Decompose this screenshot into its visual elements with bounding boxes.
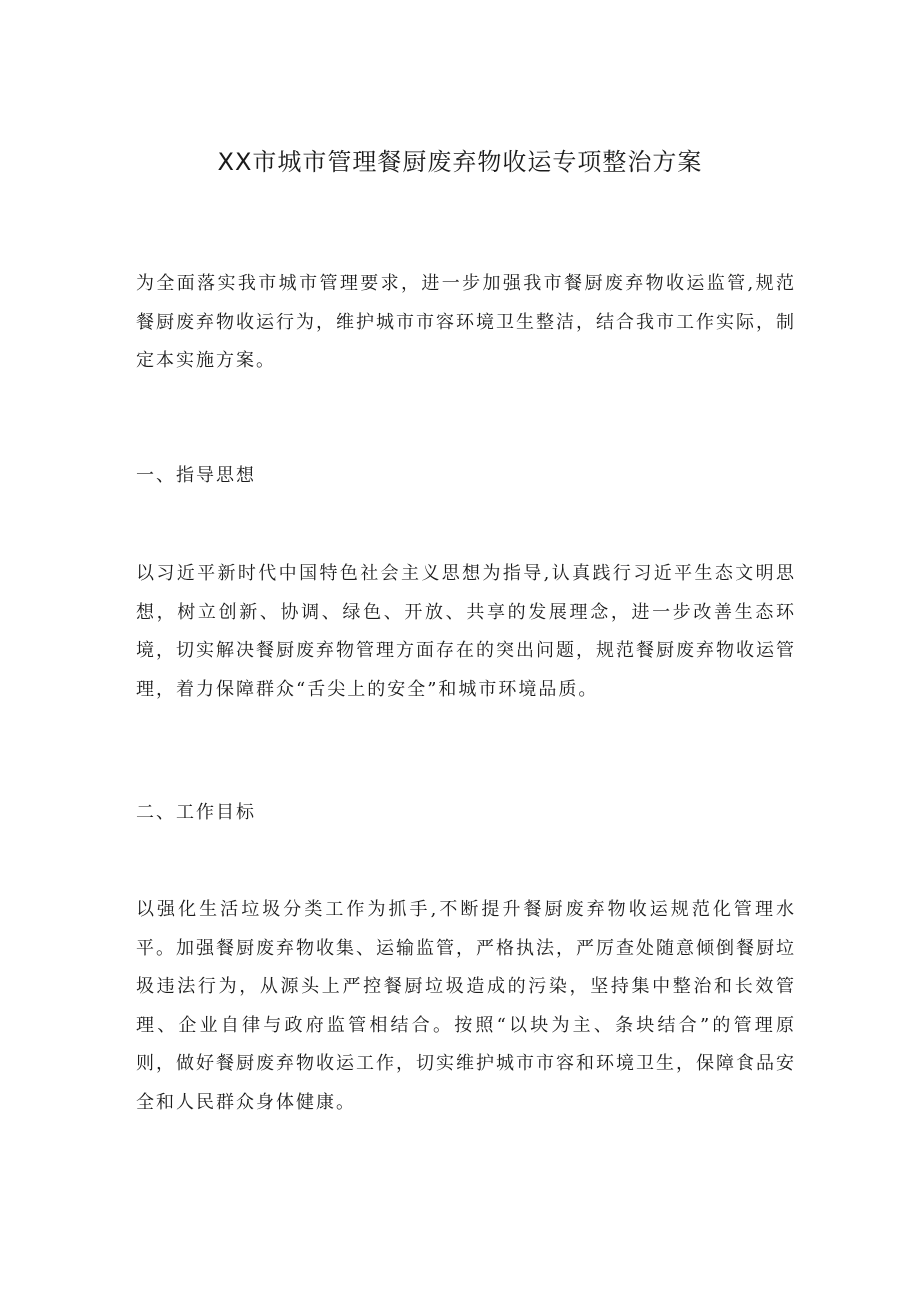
intro-paragraph: 为全面落实我市城市管理要求，进一步加强我市餐厨废弃物收运监管,规范餐厨废弃物收运行为，维护城市市容环境卫生整洁，结合我市工作实际，制定本实施方案。 — [136, 273, 796, 371]
section-heading-work-goals: 二、工作目标 — [136, 802, 256, 823]
section-body-guiding-ideology: 以习近平新时代中国特色社会主义思想为指导,认真践行习近平生态文明思想，树立创新、协调、绿色、开放、共享的发展理念，进一步改善生态环境，切实解决餐厨废弃物管理方面存在的突出问题，规范餐厨废弃物收运管理，着力保障群众“舌尖上的安全”和城市环境品质。 — [136, 563, 796, 700]
section-body-work-goals: 以强化生活垃圾分类工作为抓手,不断提升餐厨废弃物收运规范化管理水平。加强餐厨废弃物收集、运输监管，严格执法，严厉查处随意倾倒餐厨垃圾违法行为，从源头上严控餐厨垃圾造成的污染，坚持集中整治和长效管理、企业自律与政府监管相结合。按照“以块为主、条块结合”的管理原则，做好餐厨废弃物收运工作，切实维护城市市容和环境卫生，保障食品安全和人民群众身体健康。 — [136, 899, 796, 1113]
section-heading-guiding-ideology: 一、指导思想 — [136, 465, 256, 486]
document-title: XX市城市管理餐厨废弃物收运专项整治方案 — [217, 148, 703, 176]
